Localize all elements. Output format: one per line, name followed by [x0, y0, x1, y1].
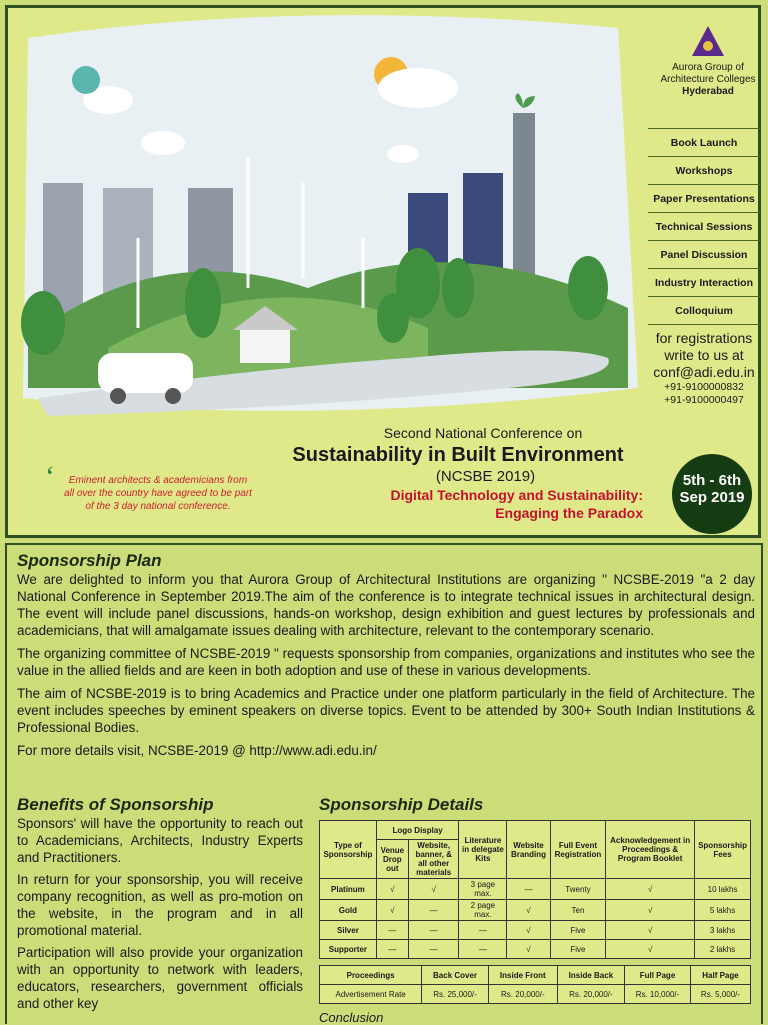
aurora-logo-icon: [690, 24, 726, 58]
cell: —: [507, 879, 550, 900]
conference-title-block: [263, 424, 653, 522]
sponsorship-table: [319, 820, 751, 959]
table-row: [320, 985, 751, 1004]
cell: Rs. 20,000/-: [488, 985, 557, 1004]
col-fees: Sponsorship Fees: [695, 821, 751, 879]
cell: 2 lakhs: [695, 940, 751, 959]
cell: Rs. 20,000/-: [557, 985, 624, 1004]
cell: Ten: [550, 900, 606, 921]
col-wb: Website Branding: [507, 821, 550, 879]
event-item: Panel Discussion: [648, 241, 760, 269]
adv-label: Advertisement Rate: [320, 985, 422, 1004]
cell: Five: [550, 921, 606, 940]
reg-phone1: +91-9100000832: [664, 381, 744, 393]
cell: 10 lakhs: [695, 879, 751, 900]
col-venue: Venue Drop out: [376, 840, 408, 879]
table-row: [320, 879, 751, 900]
cell: Five: [550, 940, 606, 959]
event-list: [648, 128, 760, 325]
reg-email[interactable]: conf@adi.edu.in: [653, 364, 755, 380]
date-days: 5th - 6th: [682, 472, 742, 489]
cell: √: [408, 879, 459, 900]
benefits-p2: In return for your sponsorship, you will receive company recognition, as well as pro-motion on the website, in the program and in all promotional material.: [17, 872, 303, 938]
conclusion-heading: Conclusion: [319, 1010, 384, 1025]
adv-header: Inside Front: [488, 966, 557, 985]
advertisement-table: [319, 965, 751, 1004]
org-line1: Aurora Group of: [672, 62, 744, 73]
row-type: Supporter: [320, 940, 377, 959]
conf-abbr: (NCSBE 2019): [435, 468, 536, 485]
benefits-p1: Sponsors' will have the opportunity to reach out to Academicians, Architects, Industry Experts and Practitioners.: [17, 816, 303, 865]
adv-header: Inside Back: [557, 966, 624, 985]
cell: Rs. 10,000/-: [625, 985, 691, 1004]
benefits-heading: Benefits of Sponsorship: [17, 795, 214, 814]
col-web: Website, banner, & all other materials: [408, 840, 459, 879]
col-type: Type of Sponsorship: [320, 821, 377, 879]
row-type: Platinum: [320, 879, 377, 900]
date-month: Sep 2019: [679, 489, 745, 506]
cell: 3 page max.: [459, 879, 507, 900]
plan-heading: Sponsorship Plan: [17, 551, 162, 570]
cell: √: [376, 900, 408, 921]
event-item: Colloquium: [648, 297, 760, 325]
cell: —: [459, 940, 507, 959]
col-ack: Acknowledgement in Proceedings & Program Booklet: [606, 821, 695, 879]
reg-line2: write to us at: [664, 347, 744, 363]
cell: √: [606, 940, 695, 959]
adv-header: Back Cover: [422, 966, 489, 985]
plan-p1: We are delighted to inform you that Aurora Group of Architectural Institutions are organizing " NCSBE-2019 "a 2 day National Conference in September 2019.The aim of the conference is to integrate technical issues in architectural design. The event will include panel discussions, hands-on workshop, design exhibition and guest lectures by professionals and academicians, that will amalgamate issues dealing with architecture, relevant to the contemporary scenario.: [17, 572, 755, 638]
event-item: Technical Sessions: [648, 213, 760, 241]
table-row: [320, 940, 751, 959]
org-city: Hyderabad: [682, 86, 734, 97]
cell: Rs. 5,000/-: [690, 985, 750, 1004]
adv-header: Full Page: [625, 966, 691, 985]
conf-pre: Second National Conference on: [383, 425, 583, 441]
col-logo: Logo Display: [376, 821, 459, 840]
event-item: Book Launch: [648, 128, 760, 157]
cell: —: [376, 921, 408, 940]
cell: 5 lakhs: [695, 900, 751, 921]
reg-phone2: +91-9100000497: [664, 394, 744, 406]
cell: √: [507, 900, 550, 921]
reg-line1: for registrations: [655, 330, 753, 346]
cell: √: [376, 879, 408, 900]
adv-header: Proceedings: [320, 966, 422, 985]
cell: √: [606, 900, 695, 921]
sponsorship-details: [319, 795, 755, 1025]
event-item: Paper Presentations: [648, 185, 760, 213]
event-item: Workshops: [648, 157, 760, 185]
org-logo-block: [653, 24, 763, 98]
cell: √: [606, 921, 695, 940]
cell: —: [376, 940, 408, 959]
plan-p2: The organizing committee of NCSBE-2019 " requests sponsorship from companies, organizations and institutes who see the value in the allied fields and are keen in both adoption and use of these in various developments.: [17, 646, 755, 678]
plan-p3: The aim of NCSBE-2019 is to bring Academics and Practice under one platform particularly in the field of Architecture. The event includes speeches by eminent speakers on diverse topics. Event to be attended by 300+ South Indian Institutions & Professional Bodies.: [17, 686, 755, 735]
cell: —: [408, 921, 459, 940]
quote-text: Eminent architects & academicians from all over the country have agreed to be part of the 3 day national conference.: [64, 475, 252, 512]
benefits: [17, 795, 303, 1017]
conf-theme1: Digital Technology and Sustainability:: [390, 487, 643, 503]
quote-mark-icon: ‘: [45, 460, 55, 493]
cell: 3 lakhs: [695, 921, 751, 940]
cell: √: [507, 921, 550, 940]
sponsorship-section: [5, 543, 763, 1024]
table-row: [320, 921, 751, 940]
conf-theme2: Engaging the Paradox: [495, 505, 643, 521]
col-reg: Full Event Registration: [550, 821, 606, 879]
cell: —: [459, 921, 507, 940]
benefits-p3: Participation will also provide your organization with an opportunity to network with leaders, educators, researchers, government officials and other key: [17, 945, 303, 1011]
col-lit: Literature in delegate Kits: [459, 821, 507, 879]
conf-title: Sustainability in Built Environment: [292, 444, 624, 466]
cell: √: [606, 879, 695, 900]
plan-p4: For more details visit, NCSBE-2019 @ http://www.adi.edu.in/: [17, 743, 377, 758]
city-illustration: [8, 8, 648, 418]
cell: √: [507, 940, 550, 959]
row-type: Silver: [320, 921, 377, 940]
registration-info: [636, 330, 768, 407]
date-badge: [672, 454, 752, 534]
details-heading: Sponsorship Details: [319, 795, 484, 814]
cell: —: [408, 900, 459, 921]
org-line2: Architecture Colleges: [660, 74, 756, 85]
sponsorship-plan: [17, 551, 755, 765]
event-item: Industry Interaction: [648, 269, 760, 297]
cell: Twenty: [550, 879, 606, 900]
table-row: [320, 900, 751, 921]
cell: 2 page max.: [459, 900, 507, 921]
poster-header: [5, 5, 761, 538]
cell: Rs. 25,000/-: [422, 985, 489, 1004]
row-type: Gold: [320, 900, 377, 921]
cell: —: [408, 940, 459, 959]
adv-header: Half Page: [690, 966, 750, 985]
